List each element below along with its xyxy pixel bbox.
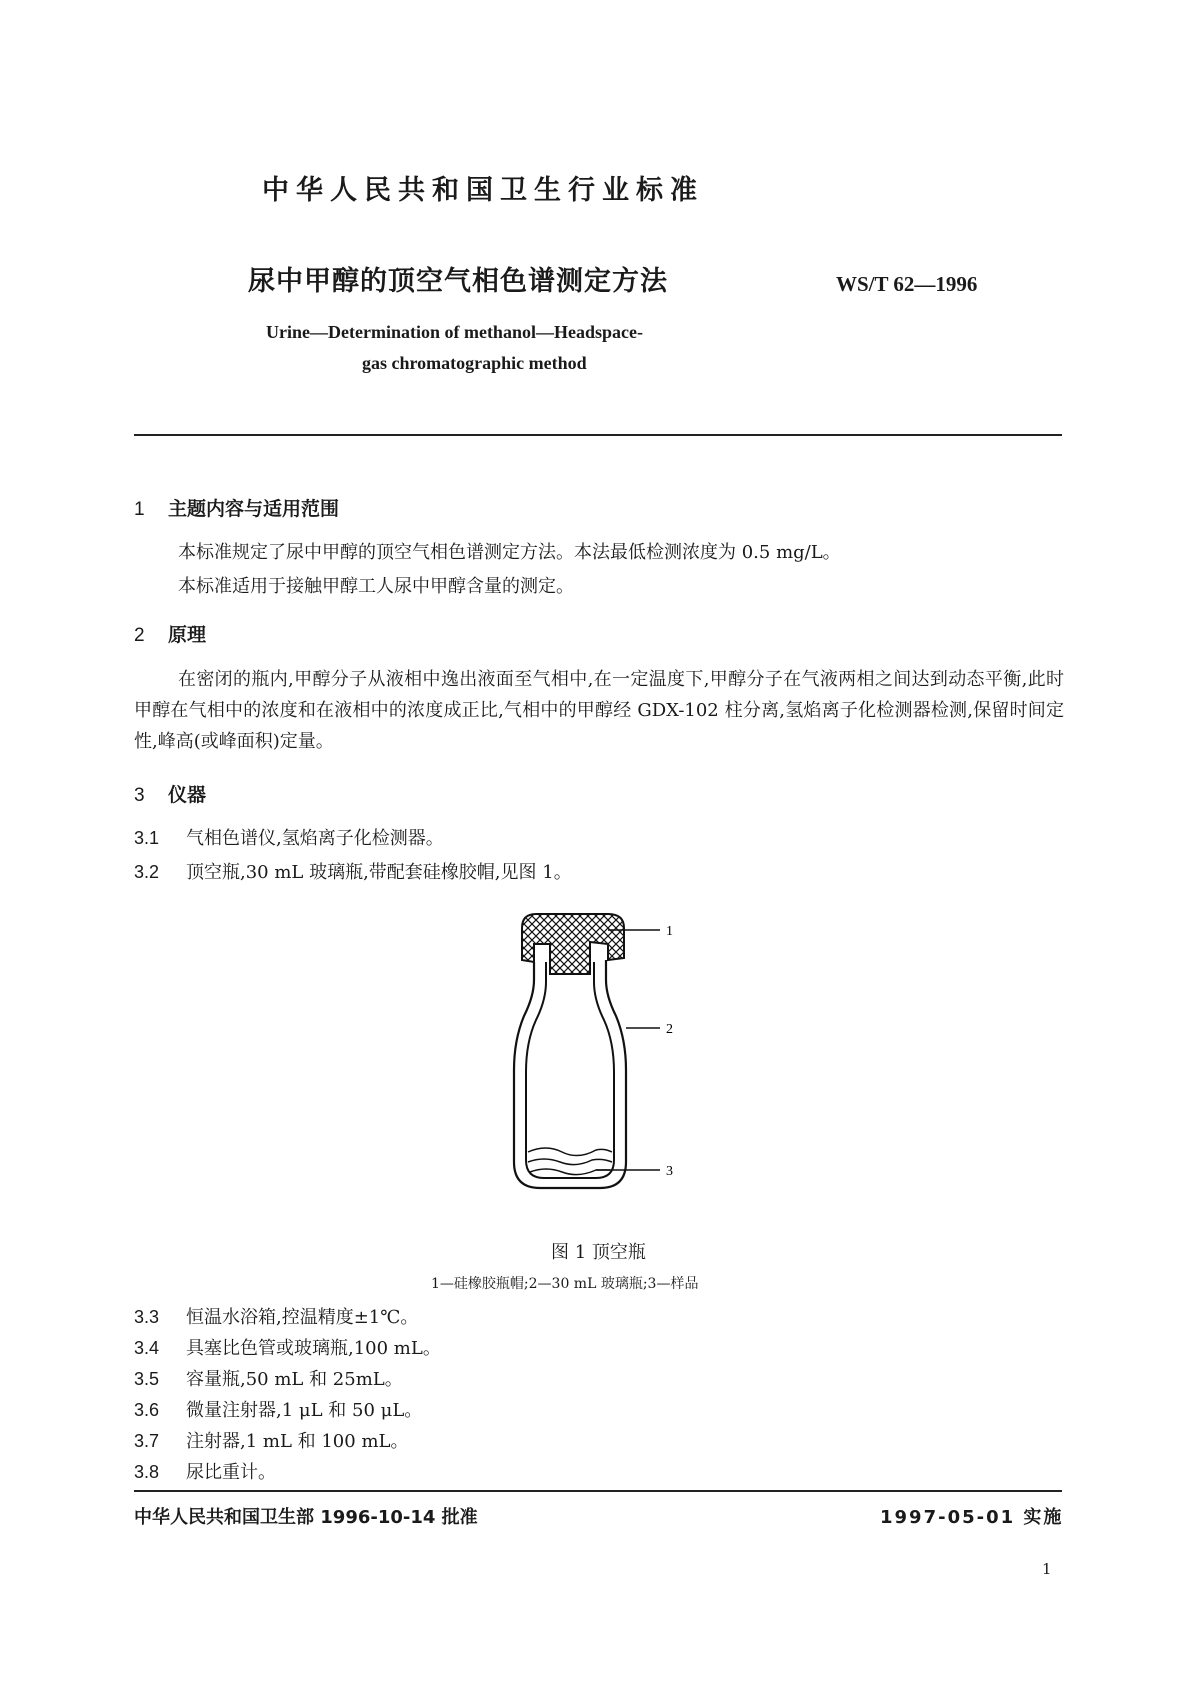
section-1-title: 主题内容与适用范围 <box>168 498 340 520</box>
headspace-vial-figure <box>500 900 700 1200</box>
list-item-number: 3.8 <box>134 1462 160 1482</box>
list-item-number: 3.2 <box>134 862 160 882</box>
section-1-paragraph-2: 本标准适用于接触甲醇工人尿中甲醇含量的测定。 <box>178 576 574 597</box>
callout-label-2: 2 <box>666 1022 673 1037</box>
list-item-number: 3.3 <box>134 1307 160 1327</box>
section-2-paragraph: 在密闭的瓶内,甲醇分子从液相中逸出液面至气相中,在一定温度下,甲醇分子在气液两相之间达到动态平衡,此时甲醇在气相中的浓度和在液相中的浓度成正比,气相中的甲醇经 GDX-102 柱分离,氢焰离子化检测器检测,保留时间定性,峰高(或峰面积)定量。 <box>134 669 1064 752</box>
list-item <box>134 1458 276 1484</box>
document-title-english-line1: Urine—Determination of methanol—Headspace- <box>266 322 643 342</box>
list-item-number: 3.6 <box>134 1400 160 1420</box>
list-item <box>134 1303 418 1329</box>
list-item <box>134 1334 441 1360</box>
section-3-title: 仪器 <box>168 784 207 806</box>
list-item-text: 恒温水浴箱,控温精度±1℃。 <box>186 1307 419 1328</box>
section-2-title: 原理 <box>168 624 207 646</box>
list-item <box>134 1365 403 1391</box>
section-3-heading <box>134 780 206 807</box>
list-item-number: 3.4 <box>134 1338 160 1358</box>
list-item <box>134 1396 422 1422</box>
list-item-text: 微量注射器,1 μL 和 50 μL。 <box>186 1400 423 1421</box>
list-item <box>134 824 444 850</box>
list-item-number: 3.1 <box>134 828 160 848</box>
list-item <box>134 858 572 884</box>
document-title-chinese: 尿中甲醇的顶空气相色谱测定方法 <box>248 266 668 297</box>
glass-vial-inner <box>526 962 614 1178</box>
section-1-paragraph-1: 本标准规定了尿中甲醇的顶空气相色谱测定方法。本法最低检测浓度为 0.5 mg/L。 <box>178 542 841 563</box>
section-2-number: 2 <box>134 625 145 646</box>
standard-code <box>836 272 977 297</box>
list-item-text: 尿比重计。 <box>186 1462 276 1483</box>
section-3-number: 3 <box>134 785 145 806</box>
list-item-text: 顶空瓶,30 mL 玻璃瓶,带配套硅橡胶帽,见图 1。 <box>186 862 572 883</box>
glass-vial-outer <box>514 960 626 1188</box>
list-item-text: 具塞比色管或玻璃瓶,100 mL。 <box>186 1338 441 1359</box>
section-2-heading <box>134 620 206 647</box>
standard-code-text: WS/T 62—1996 <box>836 272 978 296</box>
callout-label-1: 1 <box>666 924 673 939</box>
figure-legend: 1—硅橡胶瓶帽;2—30 mL 玻璃瓶;3—样品 <box>431 1276 699 1292</box>
document-title-english-line2: gas chromatographic method <box>362 353 587 373</box>
list-item-text: 气相色谱仪,氢焰离子化检测器。 <box>186 828 444 849</box>
standard-category-heading: 中华人民共和国卫生行业标准 <box>262 175 704 206</box>
section-1-heading <box>134 494 339 521</box>
callout-label-3: 3 <box>666 1164 673 1179</box>
list-item-number: 3.7 <box>134 1431 160 1451</box>
implementation-date: 1997-05-01 实施 <box>880 1507 1064 1528</box>
footer-divider <box>134 1490 1062 1492</box>
list-item <box>134 1427 408 1453</box>
rubber-cap-shape <box>522 914 624 974</box>
list-item-number: 3.5 <box>134 1369 160 1389</box>
approval-statement: 中华人民共和国卫生部 1996-10-14 批准 <box>134 1507 478 1528</box>
header-divider <box>134 434 1062 436</box>
figure-caption: 图 1 顶空瓶 <box>551 1242 646 1263</box>
list-item-text: 容量瓶,50 mL 和 25mL。 <box>186 1369 403 1390</box>
list-item-text: 注射器,1 mL 和 100 mL。 <box>186 1431 409 1452</box>
section-1-number: 1 <box>134 499 145 520</box>
page-number: 1 <box>1042 1560 1052 1578</box>
